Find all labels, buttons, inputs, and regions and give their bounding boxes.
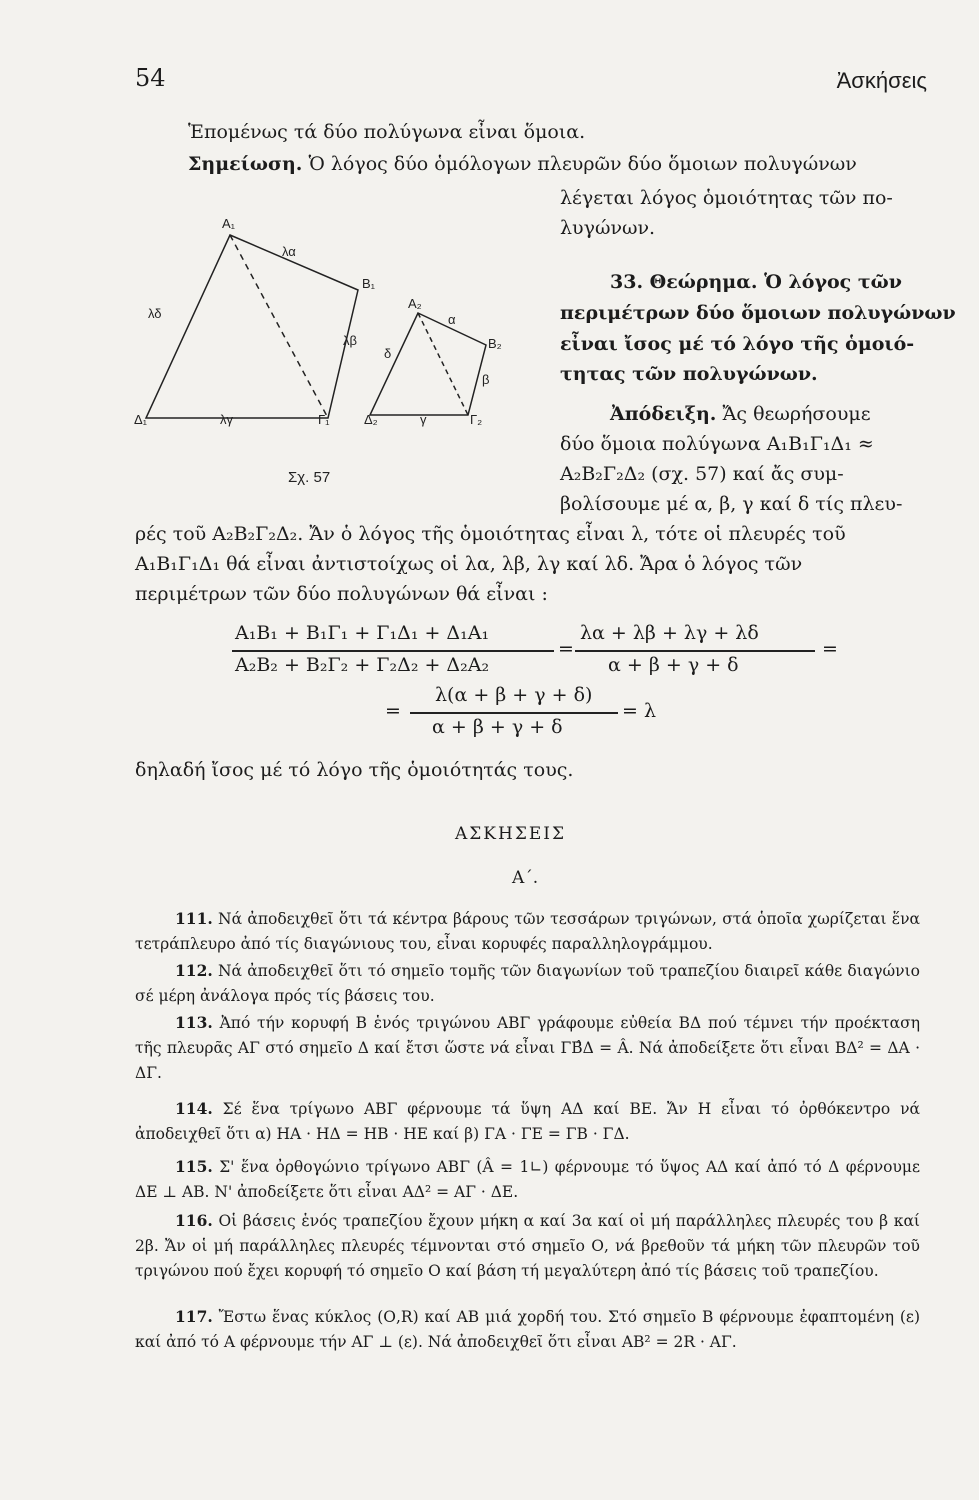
figure-caption: Σχ. 57: [288, 469, 331, 486]
label-G2: Γ₂: [470, 412, 483, 427]
page-number: 54: [135, 64, 166, 92]
eq-bar-3: [410, 712, 618, 714]
proof-line-2: δύο ὅμοια πολύγωνα Α₁Β₁Γ₁Δ₁ ≈: [560, 433, 874, 455]
exercise-number: 112.: [175, 961, 213, 980]
exercise-text: Ἀπό τήν κορυφή Β ἑνός τριγώνου ΑΒΓ γράφουμε εὐθεία ΒΔ πού τέμνει τήν προέκταση τῆς πλευρᾶς ΑΓ στό σημεῖο Δ καί ἔτσι ὥστε νά εἶναι ΓΒ̂Δ = Â. Νά ἀποδείξετε ὅτι εἶναι ΒΔ² = ΔΑ · ΔΓ.: [135, 1014, 920, 1082]
theorem-line-4: τητας τῶν πολυγώνων.: [560, 363, 818, 385]
label-g: γ: [420, 412, 427, 427]
theorem-line-3: εἶναι ἴσος μέ τό λόγο τῆς ὁμοιό-: [560, 333, 915, 355]
small-quadrilateral: [370, 313, 486, 415]
big-diagonal: [230, 235, 328, 418]
exercise-117: [135, 1304, 920, 1355]
eq-equals-1: =: [558, 638, 574, 660]
exercise-text: Οἱ βάσεις ἑνός τραπεζίου ἔχουν μήκη α καί 3α καί οἱ μή παράλληλες πλευρές του β καί 2β. Ἄν οἱ μή παράλληλες πλευρές τέμνονται στό σημεῖο Ο, νά βρεθοῦν τά μήκη τῶν πλευρῶν τοῦ τριγώνου πού ἔχει κορυφή τό σημεῖο Ο καί βάση τή μεγαλύτερη ἀπό τίς βάσεις τοῦ τραπεζίου.: [135, 1212, 920, 1280]
proof-line-4: βολίσουμε μέ α, β, γ καί δ τίς πλευ-: [560, 493, 903, 515]
eq-bar-2: [575, 650, 815, 652]
exercise-text: Σ' ἕνα ὀρθογώνιο τρίγωνο ΑΒΓ (Â = 1∟) φέρνουμε τό ὕψος ΑΔ καί ἀπό τό Δ φέρνουμε ΔΕ ⊥ ΑΒ. Ν' ἀποδείξετε ὅτι εἶναι ΑΔ² = ΑΓ · ΔΕ.: [135, 1158, 920, 1201]
note-line-2: λέγεται λόγος ὁμοιότητας τῶν πο-: [560, 187, 893, 209]
label-b: β: [482, 372, 490, 387]
label-D2: Δ₂: [364, 412, 378, 427]
eq-bar-1: [232, 650, 554, 652]
note-text: Ὁ λόγος δύο ὁμόλογων πλευρῶν δύο ὅμοιων πολυγώνων: [308, 153, 857, 175]
proof-line-3: Α₂Β₂Γ₂Δ₂ (σχ. 57) καί ἄς συμ-: [560, 463, 844, 485]
label-D1: Δ₁: [134, 412, 148, 427]
proof-text: Ἄς θεωρήσουμε: [722, 403, 871, 425]
note-line-3: λυγώνων.: [560, 217, 656, 239]
exercise-number: 114.: [175, 1099, 213, 1118]
label-lg: λγ: [220, 412, 233, 427]
exercise-text: Σέ ἕνα τρίγωνο ΑΒΓ φέρνουμε τά ὕψη ΑΔ καί ΒΕ. Ἄν Η εἶναι τό ὀρθόκεντρο νά ἀποδειχθεῖ ὅτι α) ΗΑ · ΗΔ = ΗΒ · ΗΕ καί β) ΓΑ · ΓΕ = ΓΒ · ΓΔ.: [135, 1100, 920, 1143]
label-A2: Α₂: [408, 296, 422, 311]
running-title: Ἀσκήσεις: [836, 68, 927, 93]
exercises-heading: ΑΣΚΗΣΕΙΣ: [455, 824, 566, 844]
label-B2: Β₂: [488, 336, 502, 351]
exercise-114: [135, 1096, 920, 1147]
proof-line-5: ρές τοῦ Α₂Β₂Γ₂Δ₂. Ἄν ὁ λόγος τῆς ὁμοιότητας εἶναι λ, τότε οἱ πλευρές τοῦ: [135, 523, 846, 545]
exercises-subheading: Α΄.: [512, 868, 539, 888]
figure-57: [130, 210, 510, 495]
exercise-text: Ἔστω ἕνας κύκλος (Ο,R) καί ΑΒ μιά χορδή του. Στό σημεῖο Β φέρνουμε ἐφαπτομένη (ε) καί ἀπό τό Α φέρνουμε τήν ΑΓ ⊥ (ε). Νά ἀποδειχθεῖ ὅτι εἶναι ΑΒ² = 2R · ΑΓ.: [135, 1308, 920, 1351]
eq-equals-2: =: [822, 638, 838, 660]
exercise-text: Νά ἀποδειχθεῖ ὅτι τά κέντρα βάρους τῶν τεσσάρων τριγώνων, στά ὁποῖα χωρίζεται ἕνα τετράπλευρο ἀπό τίς διαγώνιους του, εἶναι κορυφές παραλληλογράμμου.: [135, 910, 920, 953]
label-ld: λδ: [148, 306, 162, 321]
proof-line-6: Α₁Β₁Γ₁Δ₁ θά εἶναι ἀντιστοίχως οἱ λα, λβ, λγ καί λδ. Ἄρα ὁ λόγος τῶν: [135, 553, 803, 575]
eq-den-3: α + β + γ + δ: [432, 716, 563, 738]
note-label: Σημείωση.: [188, 153, 303, 175]
exercise-text: Νά ἀποδειχθεῖ ὅτι τό σημεῖο τομῆς τῶν διαγωνίων τοῦ τραπεζίου διαιρεῖ κάθε διαγώνιο σέ μέρη ἀνάλογα πρός τίς βάσεις του.: [135, 962, 920, 1005]
proof-conclusion: δηλαδή ἴσος μέ τό λόγο τῆς ὁμοιότητάς τους.: [135, 759, 574, 781]
exercise-115: [135, 1154, 920, 1205]
proof-label: Ἀπόδειξη.: [610, 403, 717, 425]
big-quadrilateral: [146, 235, 358, 418]
small-diagonal: [418, 313, 468, 415]
theorem-label: 33. Θεώρημα.: [610, 271, 758, 293]
eq-equals-3: =: [385, 700, 401, 722]
label-B1: Β₁: [362, 276, 376, 291]
intro-line: Ἑπομένως τά δύο πολύγωνα εἶναι ὅμοια.: [188, 121, 586, 143]
eq-result: = λ: [622, 700, 657, 722]
eq-den-1: Α₂Β₂ + Β₂Γ₂ + Γ₂Δ₂ + Δ₂Α₂: [235, 654, 490, 676]
exercise-116: [135, 1208, 920, 1284]
label-d: δ: [384, 346, 392, 361]
theorem-line-1: [610, 270, 902, 294]
exercise-number: 113.: [175, 1013, 213, 1032]
exercise-number: 115.: [175, 1157, 213, 1176]
theorem-line-2: περιμέτρων δύο ὅμοιων πολυγώνων: [560, 302, 956, 324]
exercise-112: [135, 958, 920, 1009]
label-G1: Γ₁: [318, 412, 330, 427]
label-la: λα: [282, 244, 296, 259]
label-lb: λβ: [343, 333, 357, 348]
eq-num-1: Α₁Β₁ + Β₁Γ₁ + Γ₁Δ₁ + Δ₁Α₁: [235, 622, 490, 644]
exercise-number: 111.: [175, 909, 213, 928]
exercise-number: 117.: [175, 1307, 213, 1326]
proof-line-1: [610, 402, 871, 426]
eq-num-3: λ(α + β + γ + δ): [435, 684, 593, 706]
theorem-text: Ὁ λόγος τῶν: [764, 271, 902, 293]
exercise-number: 116.: [175, 1211, 213, 1230]
eq-num-2: λα + λβ + λγ + λδ: [580, 622, 759, 644]
note-line: [188, 152, 857, 176]
exercise-111: [135, 906, 920, 957]
label-A1: Α₁: [222, 216, 236, 231]
exercise-113: [135, 1010, 920, 1086]
proof-line-7: περιμέτρων τῶν δύο πολυγώνων θά εἶναι :: [135, 583, 548, 605]
label-a: α: [448, 312, 456, 327]
eq-den-2: α + β + γ + δ: [608, 654, 739, 676]
